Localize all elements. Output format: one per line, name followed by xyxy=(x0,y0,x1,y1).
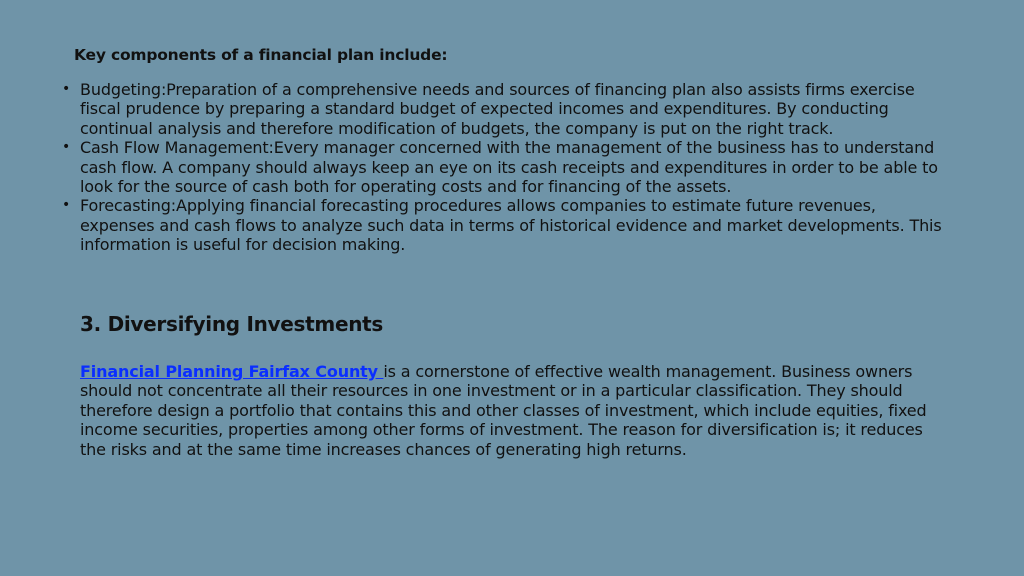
list-item-text: Budgeting:Preparation of a comprehensive needs and sources of financing plan also assists firms exercise fiscal prudence by preparing a standard budget of expected incomes and expenditures. By conducting continual analysis and therefore modification of budgets, the company is put on the right track. xyxy=(80,80,915,138)
bullet-marker: • xyxy=(62,139,71,156)
key-components-heading: Key components of a financial plan include: xyxy=(74,46,448,64)
paragraph-body: is a cornerstone of effective wealth management. Business owners should not concentrate all their resources in one investment or in a particular classification. They should therefore design a portfolio that contains this and other classes of investment, which include equities, fixed income securities, properties among other forms of investment. The reason for diversification is; it reduces the risks and at the same time increases chances of generating high returns. xyxy=(80,362,927,459)
components-list xyxy=(62,80,942,255)
financial-planning-link[interactable]: Financial Planning Fairfax County xyxy=(80,362,384,381)
diversification-paragraph xyxy=(80,362,942,459)
list-item-text: Forecasting:Applying financial forecasting procedures allows companies to estimate future revenues, expenses and cash flows to analyze such data in terms of historical evidence and market developments. This information is useful for decision making. xyxy=(80,196,942,255)
list-item-cash-flow xyxy=(62,138,942,196)
section-title: 3. Diversifying Investments xyxy=(80,312,384,336)
list-item-text: Cash Flow Management:Every manager concerned with the management of the business has to understand cash flow. A company should always keep an eye on its cash receipts and expenditures in order to be able to look for the source of cash both for operating costs and for financing of the assets. xyxy=(80,138,938,197)
list-item-forecasting xyxy=(62,196,942,254)
bullet-marker: • xyxy=(62,197,71,214)
bullet-marker: • xyxy=(62,81,71,97)
list-item-budgeting xyxy=(62,80,942,138)
